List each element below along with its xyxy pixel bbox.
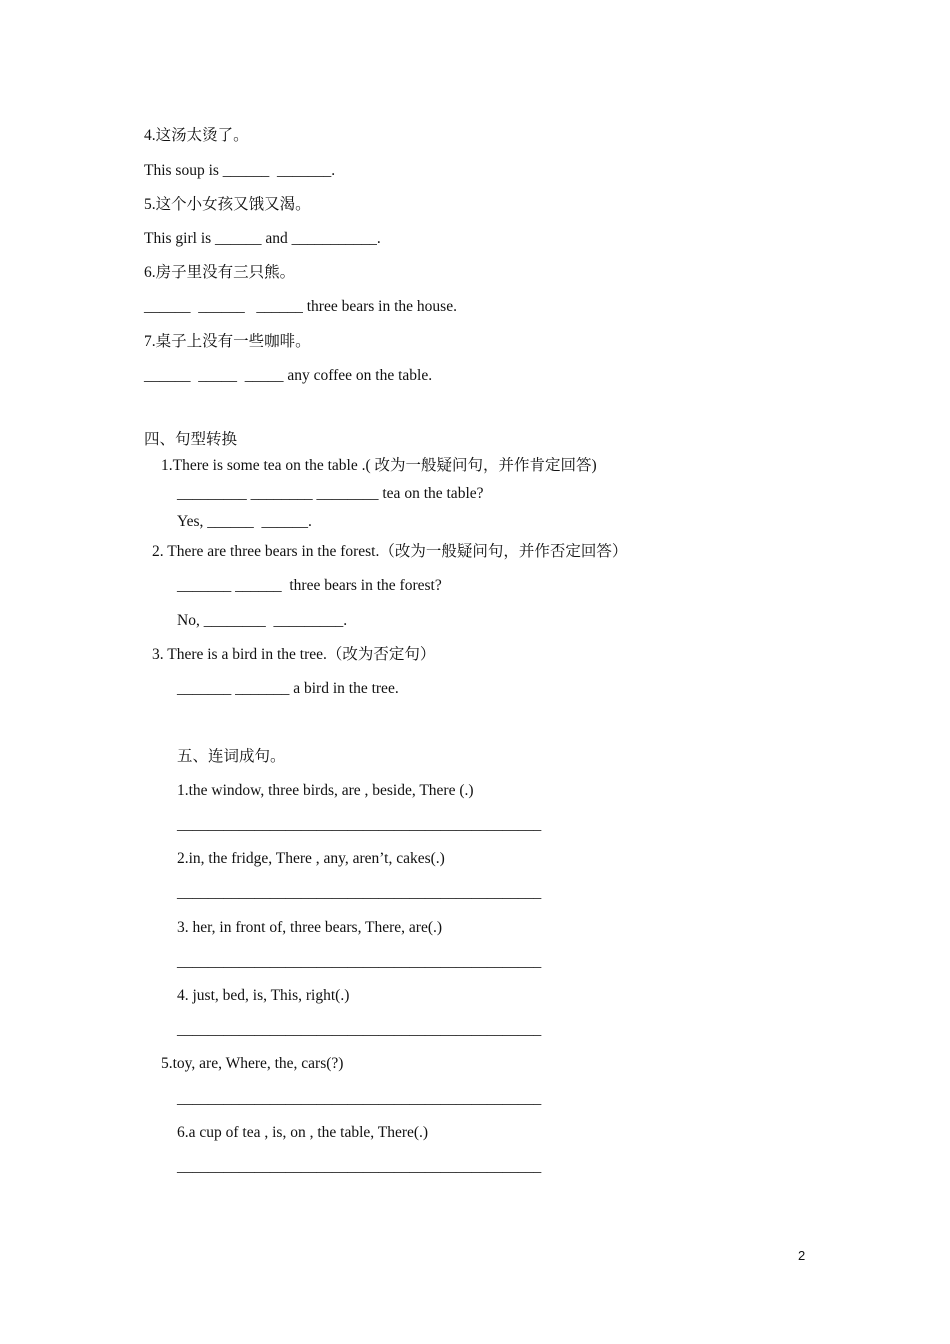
s4-q1-answer2: Yes, ______ ______. (177, 513, 312, 530)
page-number: 2 (798, 1248, 806, 1263)
s5-item-4: 4. just, bed, is, This, right(.) (177, 987, 350, 1004)
s4-q1: 1.There is some tea on the table .( 改为一般疑问句，并作肯定回答) (161, 457, 597, 474)
s4-q2-answer1: _______ ______ three bears in the forest? (177, 577, 442, 594)
s5-answer-line-5: _______________________________________________ (177, 1090, 542, 1107)
s5-answer-line-3: _______________________________________________ (177, 953, 542, 970)
section5-heading: 五、连词成句。 (177, 748, 286, 765)
q6-english: ______ ______ ______ three bears in the house. (144, 298, 457, 315)
section4-heading: 四、句型转换 (144, 431, 238, 448)
s5-item-1: 1.the window, three birds, are , beside, There (.) (177, 782, 474, 799)
s4-q2-answer2: No, ________ _________. (177, 612, 348, 629)
q4-chinese: 4.这汤太烫了。 (144, 127, 249, 144)
s5-answer-line-2: _______________________________________________ (177, 884, 542, 901)
s5-item-6: 6.a cup of tea , is, on , the table, There(.) (177, 1124, 429, 1141)
s5-answer-line-6: _______________________________________________ (177, 1158, 542, 1175)
q6-chinese: 6.房子里没有三只熊。 (144, 264, 296, 281)
q7-chinese: 7.桌子上没有一些咖啡。 (144, 333, 311, 350)
s5-item-2: 2.in, the fridge, There , any, aren’t, cakes(.) (177, 850, 445, 867)
q5-chinese: 5.这个小女孩又饿又渴。 (144, 196, 311, 213)
s4-q1-answer1: _________ ________ ________ tea on the table? (177, 485, 484, 502)
s4-q2: 2. There are three bears in the forest.（改为一般疑问句，并作否定回答） (152, 543, 628, 560)
s5-answer-line-4: _______________________________________________ (177, 1021, 542, 1038)
q4-english: This soup is ______ _______. (144, 162, 336, 179)
s5-item-3: 3. her, in front of, three bears, There, are(.) (177, 919, 443, 936)
s5-item-5: 5.toy, are, Where, the, cars(?) (161, 1055, 344, 1072)
q5-english: This girl is ______ and ___________. (144, 230, 381, 247)
q7-english: ______ _____ _____ any coffee on the table. (144, 367, 433, 384)
s5-answer-line-1: _______________________________________________ (177, 816, 542, 833)
s4-q3-answer1: _______ _______ a bird in the tree. (177, 680, 399, 697)
s4-q3: 3. There is a bird in the tree.（改为否定句） (152, 646, 436, 663)
